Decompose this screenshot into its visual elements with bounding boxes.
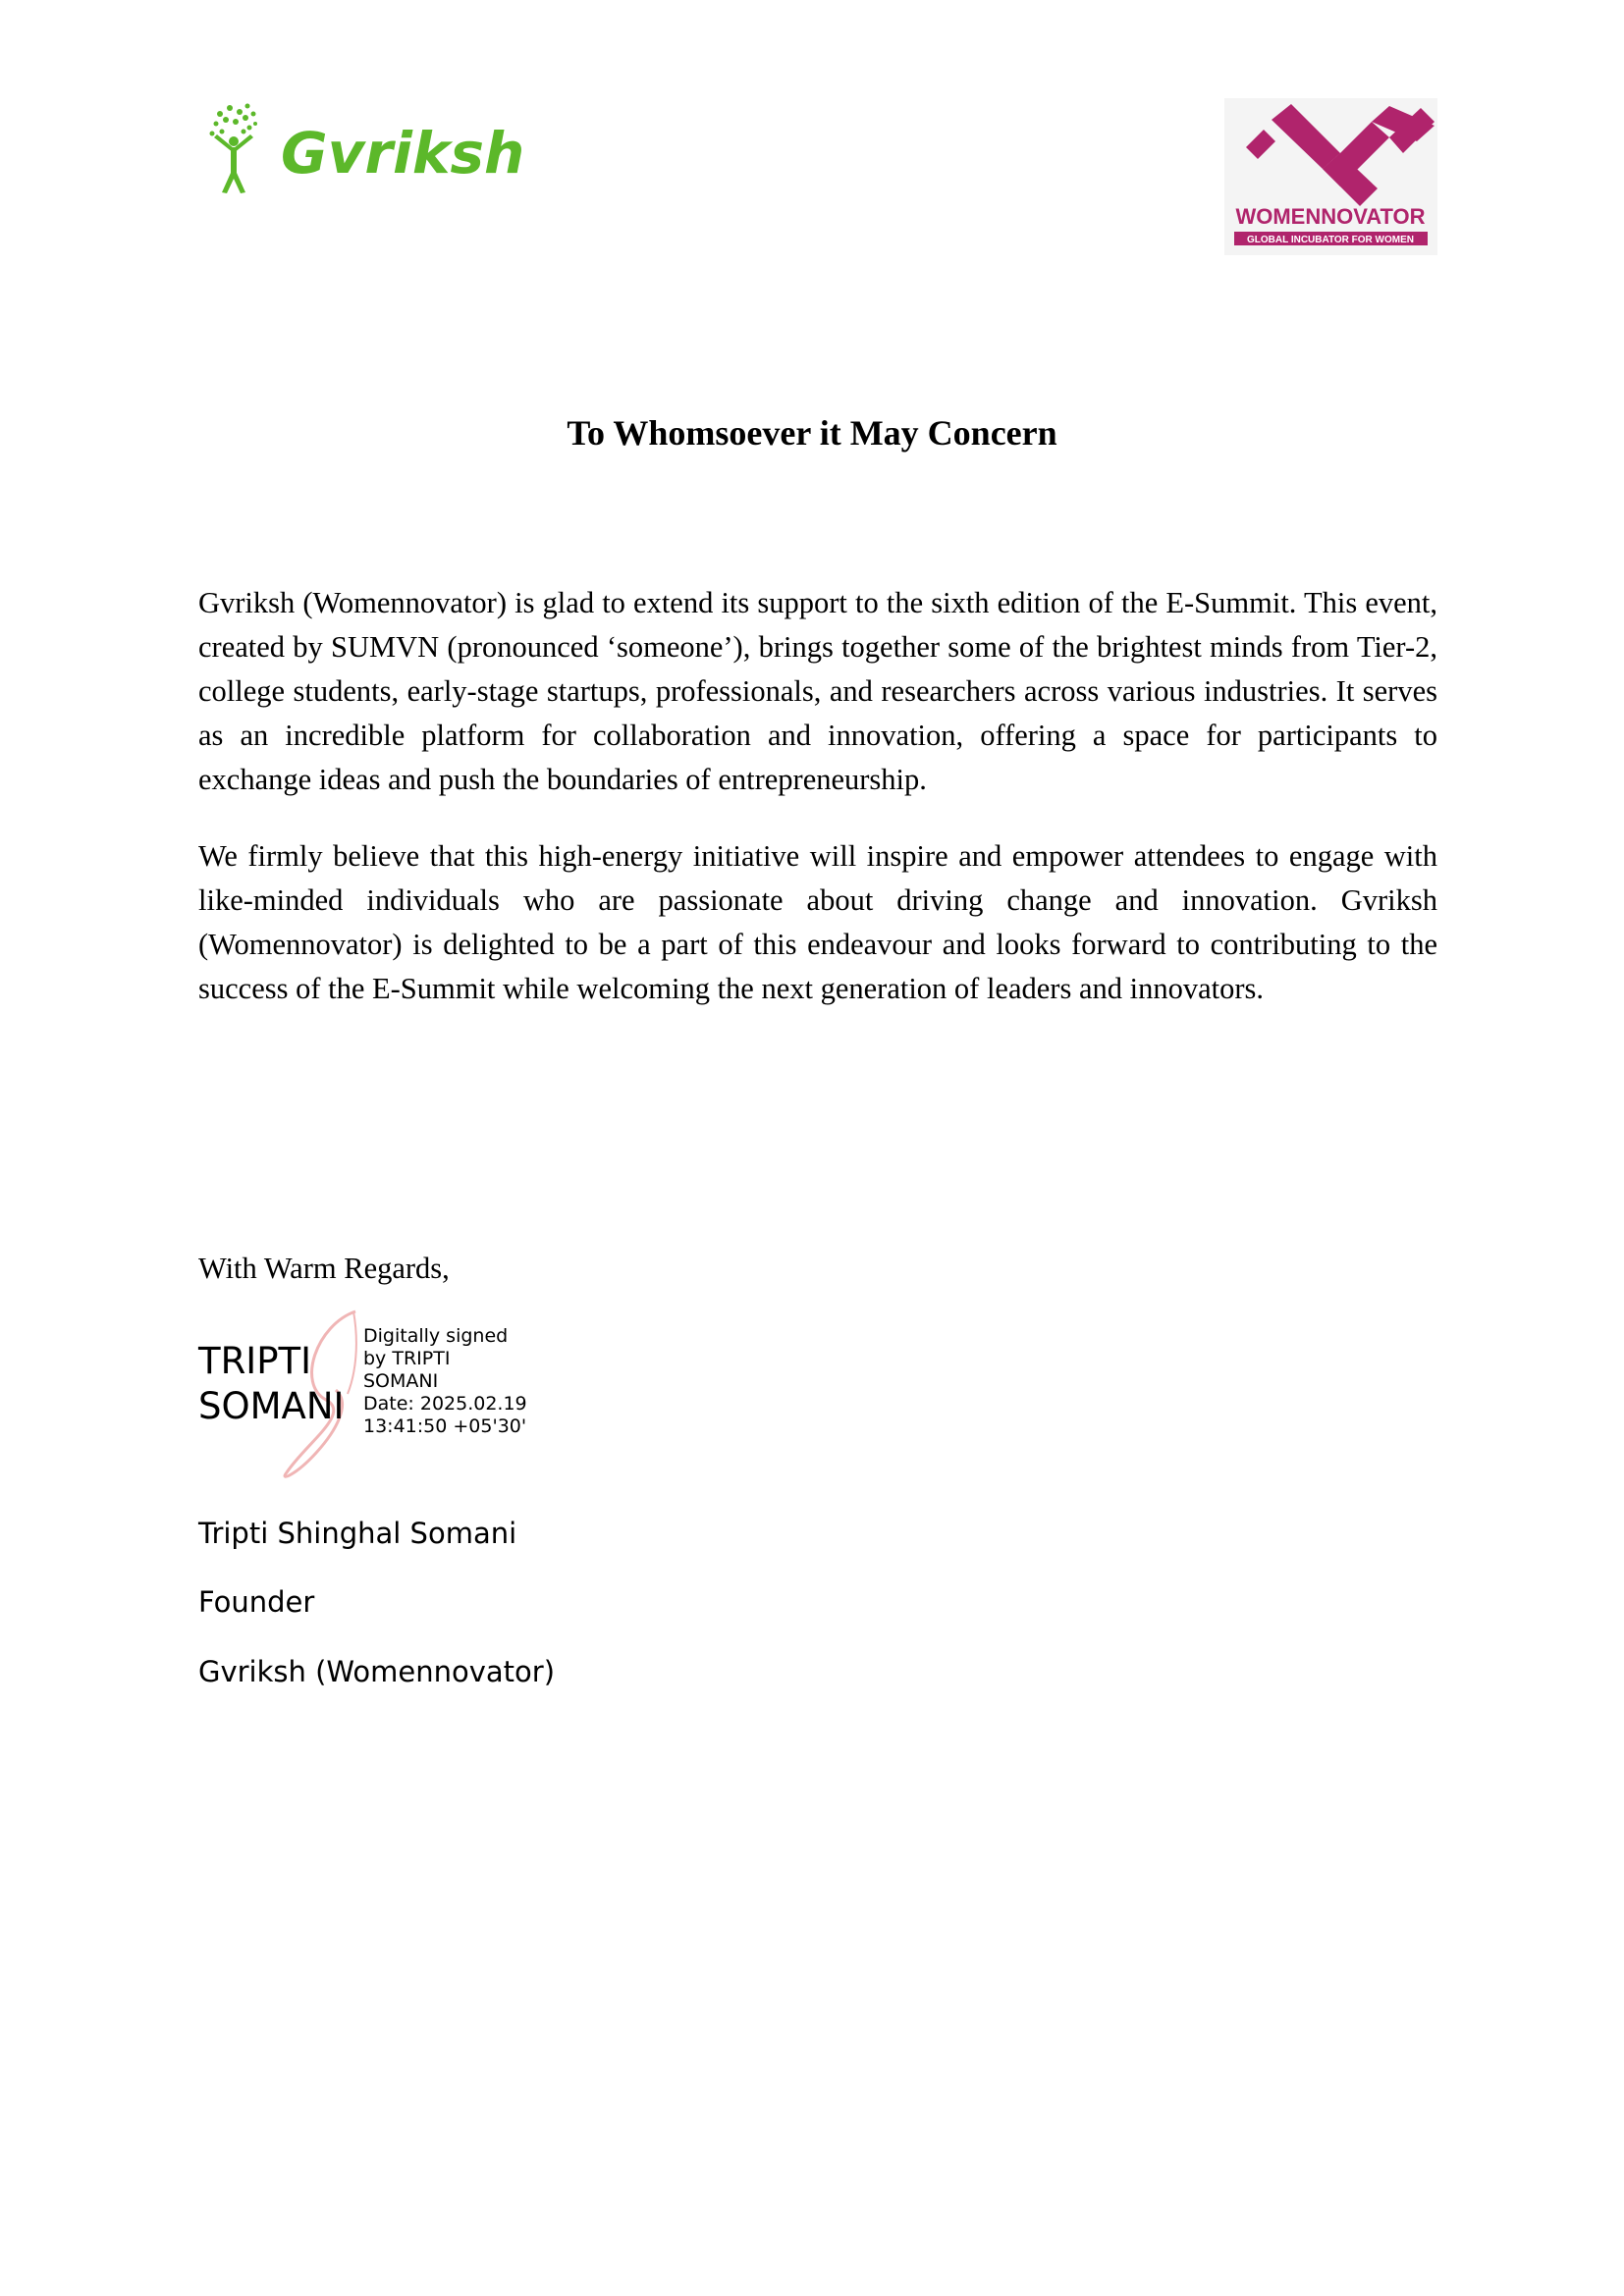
paragraph-1: Gvriksh (Womennovator) is glad to extend its support to the sixth edition of the E-Summit. This event, created by SUMVN (pronounced ‘someone’), brings together some of the brightest minds from Tier-2, college students, early-stage startups, professionals, and researchers across various industries. It serves as an incredible platform for collaboration and innovation, offering a space for participants to exchange ideas and push the boundaries of entrepreneurship. [198, 586, 1437, 796]
signer-organization: Gvriksh (Womennovator) [198, 1655, 556, 1688]
letter-body [198, 581, 1437, 1043]
signature-details: Digitally signed by TRIPTI SOMANI Date: 2025.02.19 13:41:50 +05'30' [363, 1325, 527, 1437]
paragraph-2: We firmly believe that this high-energy initiative will inspire and empower attendees to engage with like-minded individuals who are passionate about driving change and innovation. Gvriksh (Womennovator) is delighted to be a part of this endeavour and looks forward to contributing to the success of the E-Summit while welcoming the next generation of leaders and innovators. [198, 839, 1437, 1005]
womennovator-logo-text: WOMENNOVATOR [1235, 204, 1426, 229]
womennovator-tagline: GLOBAL INCUBATOR FOR WOMEN [1247, 235, 1414, 245]
signer-role: Founder [198, 1585, 315, 1619]
signature-name-line2: SOMANI [198, 1385, 345, 1427]
closing-salutation: With Warm Regards, [198, 1252, 450, 1285]
digital-signature [198, 1306, 532, 1482]
gvriksh-logo-text: Gvriksh [281, 120, 525, 187]
gvriksh-logo [208, 102, 525, 196]
signature-name-line1: TRIPTI [198, 1340, 312, 1382]
page-title: To Whomsoever it May Concern [567, 413, 1057, 453]
womennovator-logo [1224, 98, 1437, 255]
tree-person-icon [210, 104, 258, 194]
signer-name: Tripti Shinghal Somani [198, 1517, 517, 1550]
signature-name [198, 1339, 344, 1429]
